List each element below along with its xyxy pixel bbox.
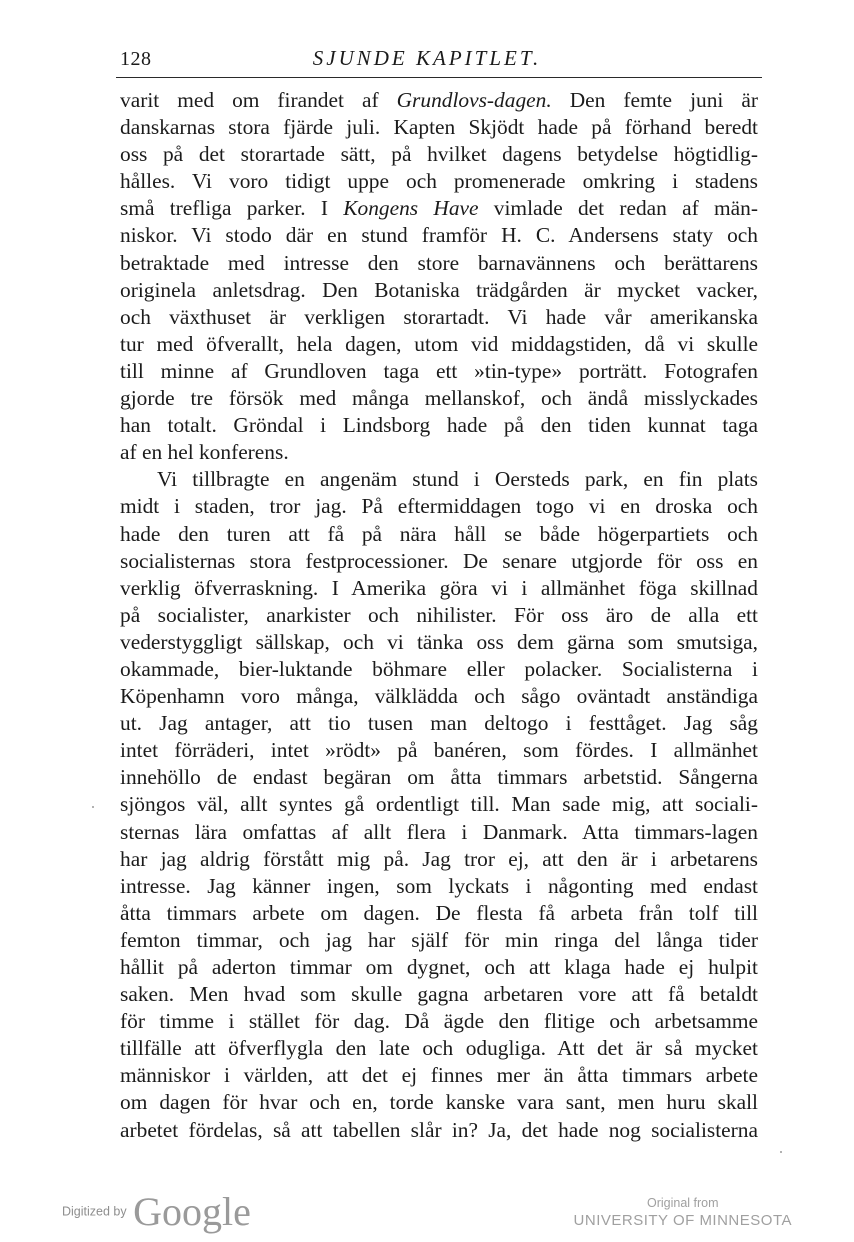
scan-speck [780,1151,782,1153]
text-line: tillfälle att öfverflygla den late och odugliga. Att det är så mycket [120,1036,758,1061]
italic-phrase: Kongens Have [343,196,479,221]
text-line: oss på det storartade sätt, på hvilket dagens betydelse högtidlig- [120,142,758,167]
text-line: små trefliga parker. I Kongens Have vimlade det redan af män- [120,196,758,221]
text-line: på socialister, anarkister och nihilister. För oss äro de alla ett [120,602,758,627]
text-line: femton timmar, och jag har själf för min ringa del långa tider [120,927,758,952]
text-line: gjorde tre försök med många mellanskof, och ändå misslyckades [120,386,758,411]
text-line: arbetet fördelas, så att tabellen slår in? Ja, det hade nog socialisterna [120,1117,758,1142]
original-from-label: Original from [646,1196,719,1210]
text-line: hållit på aderton timmar om dygnet, och att klaga hade ej hulpit [120,955,758,979]
text-line: saken. Men hvad som skulle gagna arbetaren vore att få betaldt [120,982,758,1007]
text-line: för timme i stället för dag. Då ägde den flitige och arbetsamme [120,1009,758,1034]
text-line: till minne af Grundloven taga ett »tin-type» porträtt. Fotografen [120,358,758,383]
text-line: Vi tillbragte en angenäm stund i Oersteds park, en fin plats [157,467,758,492]
text-line: intet förräderi, intet »rödt» på banéren, som fördes. I allmänhet [120,738,758,763]
text-line: sternas lära omfattas af allt flera i Danmark. Atta timmars-lagen [120,819,758,844]
text-line: åtta timmars arbete om dagen. De flesta få arbeta från tolf till [120,900,758,925]
google-logo: Google [133,1189,251,1234]
text-line: har jag aldrig förstått mig på. Jag tror ej, att den är i arbetarens [120,846,758,871]
scan-speck [92,806,94,808]
text-line: okammade, bier-luktande böhmare eller polacker. Socialisterna i [120,656,758,681]
text-line: danskarnas stora fjärde juli. Kapten Skjödt hade på förhand beredt [120,115,758,140]
text-line: betraktade med intresse den store barnavännens och berättarens [120,250,758,275]
text-line: människor i världen, att det ej finnes mer än åtta timmars arbete [120,1063,758,1088]
text-line: hade den turen att få på nära håll se både högerpartiets och [120,521,758,546]
text-line: ut. Jag antager, att tio tusen man deltogo i festtåget. Jag såg [120,711,758,736]
text-line: varit med om firandet af Grundlovs-dagen. Den femte juni är [120,88,758,112]
text-line: originela anletsdrag. Den Botaniska trädgården är mycket vacker, [120,277,758,302]
digitized-by-label: Digitized by [62,1204,127,1219]
text-line: midt i staden, tror jag. På eftermiddagen togo vi en droska och [120,494,758,519]
text-line: vederstyggligt sällskap, och vi tänka oss dem gärna som smutsiga, [120,629,758,654]
running-head: SJUNDE KAPITLET. [312,46,542,70]
text-line: af en hel konferens. [120,440,289,465]
text-line: Köpenhamn voro många, välklädda och sågo oväntadt anständiga [120,684,758,709]
original-from-watermark [574,1196,792,1229]
text-line: han totalt. Gröndal i Lindsborg hade på den tiden kunnat taga [120,413,758,438]
text-line: sjöngos väl, allt syntes gå ordentligt till. Man sade mig, att sociali- [120,792,758,817]
institution-label: UNIVERSITY OF MINNESOTA [573,1212,792,1229]
text-line: tur med öfverallt, hela dagen, utom vid middagstiden, då vi skulle [120,331,758,356]
digitized-by-watermark [62,1188,251,1235]
text-line: verklig öfverraskning. I Amerika göra vi i allmänhet föga skillnad [120,575,758,600]
text-line: innehöllo de endast begäran om åtta timmars arbetstid. Sångerna [120,765,758,790]
text-line: hålles. Vi voro tidigt uppe och promenerade omkring i stadens [120,169,758,194]
text-line: om dagen för hvar och en, torde kanske vara sant, men huru skall [120,1090,758,1115]
page-number: 128 [120,48,152,70]
text-line: socialisternas stora festprocessioner. De senare utgjorde för oss en [120,548,758,573]
body-text [120,87,758,1144]
italic-phrase: Grundlovs-dagen. [396,88,552,112]
text-line: och växthuset är verkligen storartadt. Vi hade vår amerikanska [120,304,758,329]
header-rule [116,77,762,78]
text-line: intresse. Jag känner ingen, som lyckats i någonting med endast [120,873,758,898]
text-line: niskor. Vi stodo där en stund framför H. C. Andersens staty och [120,223,758,248]
